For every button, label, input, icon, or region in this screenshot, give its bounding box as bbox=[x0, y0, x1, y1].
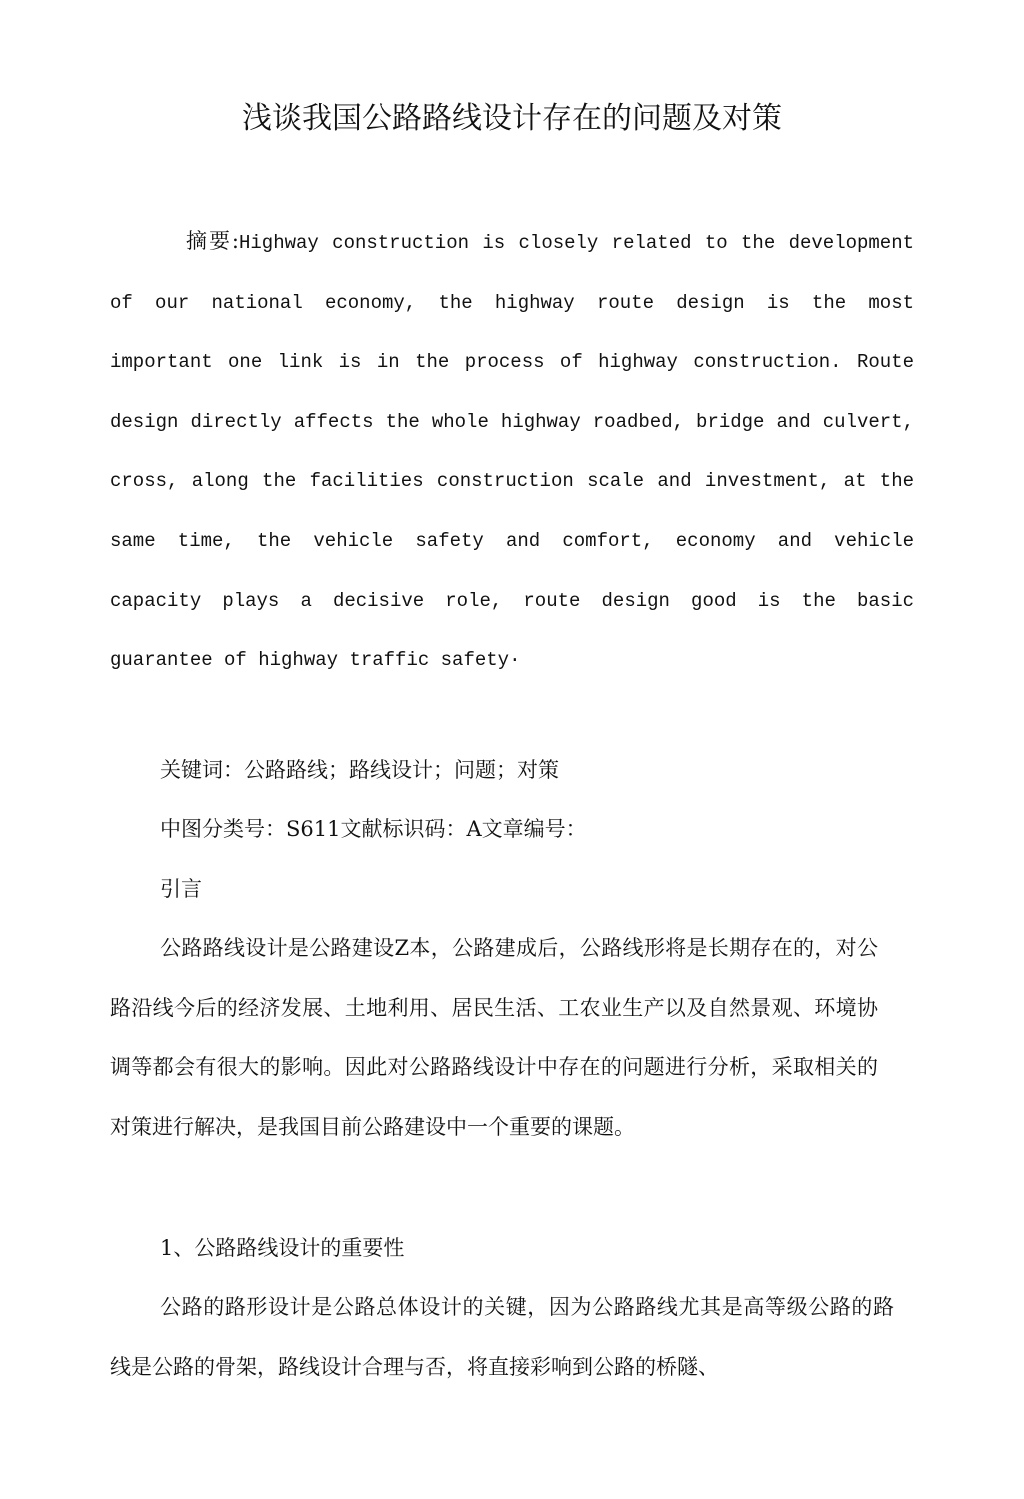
section-1-heading: 1、公路路线设计的重要性 bbox=[160, 1236, 405, 1260]
document-title: 浅谈我国公路路线设计存在的问题及对策 bbox=[242, 101, 782, 136]
classification-line: 中图分类号：S611文献标识码：A文章编号： bbox=[160, 817, 587, 841]
keywords-line: 关键词：公路路线；路线设计；问题；对策 bbox=[160, 758, 559, 782]
abstract-label: 摘要: bbox=[186, 229, 239, 253]
abstract-paragraph bbox=[110, 212, 914, 691]
intro-heading: 引言 bbox=[160, 877, 202, 901]
intro-paragraph: 公路路线设计是公路建设Z本，公路建成后，公路线形将是长期存在的，对公路沿线今后的经济发展、土地利用、居民生活、工农业生产以及自然景观、环境协调等都会有很大的影响。因此对公路路线设计中存在的问题进行分析，采取相关的对策进行解决，是我国目前公路建设中一个重要的课题。 bbox=[110, 936, 878, 1139]
abstract-text: Highway construction is closely related to the development of our national economy, the highway route design is the most important one link is in the process of highway construction. Route design directly affects the whole highway roadbed, bridge and culvert, cross, along the facilities construction scale and investment, at the same time, the vehicle safety and comfort, economy and vehicle capacity plays a decisive role, route design good is the basic guarantee of highway traffic safety· bbox=[110, 232, 915, 672]
section-1-paragraph: 公路的路形设计是公路总体设计的关键，因为公路路线尤其是高等级公路的路线是公路的骨架，路线设计合理与否，将直接彩响到公路的桥隧、 bbox=[110, 1295, 894, 1379]
